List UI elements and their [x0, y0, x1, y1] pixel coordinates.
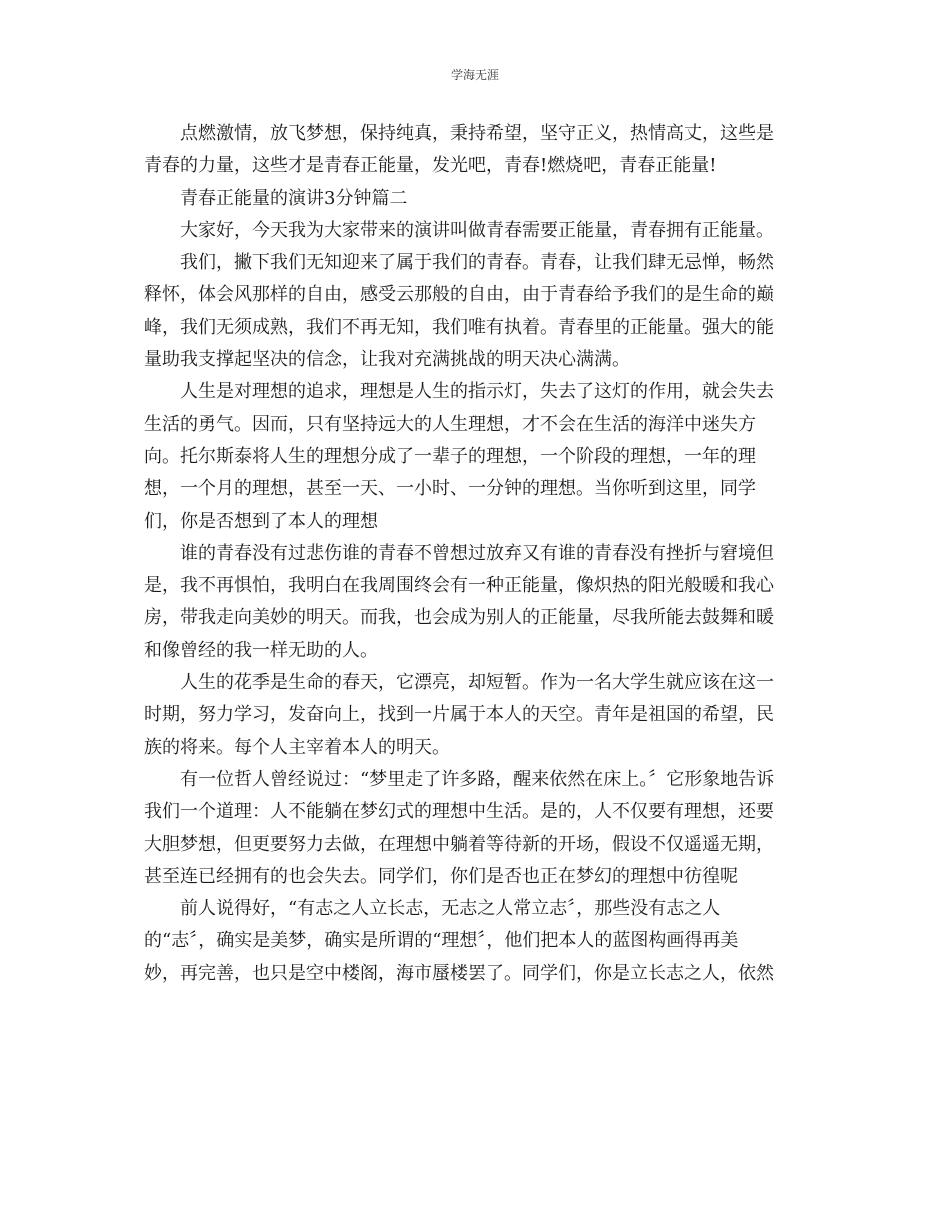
text-line: 量助我支撑起坚决的信念，让我对充满挑战的明天决心满满。: [144, 349, 630, 371]
text-line: 甚至连已经拥有的也会失去。同学们，你们是否也正在梦幻的理想中彷徨呢: [144, 865, 738, 887]
document-body: [144, 118, 809, 990]
text-line: 谁的青春没有过悲伤谁的青春不曾想过放弃又有谁的青春没有挫折与窘境但: [180, 542, 774, 564]
text-line: 想，一个月的理想，甚至一天、一小时、一分钟的理想。当你听到这里，同学: [144, 478, 756, 500]
text-line: 我们一个道理：人不能躺在梦幻式的理想中生活。是的，人不仅要有理想，还要: [144, 801, 774, 823]
text-line: 青春的力量，这些才是青春正能量，发光吧，青春!燃烧吧，青春正能量!: [144, 155, 717, 177]
page-header: 学海无涯: [450, 68, 499, 82]
text-line: 青春正能量的演讲3分钟篇二: [180, 187, 408, 209]
text-line: 房，带我走向美妙的明天。而我，也会成为别人的正能量，尽我所能去鼓舞和暖: [144, 607, 774, 629]
text-line: 释怀，体会风那样的自由，感受云那般的自由，由于青春给予我们的是生命的巅: [144, 284, 774, 306]
text-line: 和像曾经的我一样无助的人。: [144, 639, 378, 661]
text-line: 族的将来。每个人主宰着本人的明天。: [144, 736, 450, 758]
text-line: 我们，撇下我们无知迎来了属于我们的青春。青春，让我们肆无忌惮，畅然: [180, 252, 774, 274]
text-line: 时期，努力学习，发奋向上，找到一片属于本人的天空。青年是祖国的希望，民: [144, 704, 774, 726]
text-line: 大家好，今天我为大家带来的演讲叫做青春需要正能量，青春拥有正能量。: [180, 219, 774, 241]
text-line: 的“志〞，确实是美梦，确实是所谓的“理想〞，他们把本人的蓝图构画得再美: [144, 930, 739, 952]
text-line: 点燃激情，放飞梦想，保持纯真，秉持希望，坚守正义，热情高丈，这些是: [180, 123, 774, 144]
text-line: 有一位哲人曾经说过：“梦里走了许多路，醒来依然在床上。〞它形象地告诉: [180, 768, 775, 790]
text-line: 峰，我们无须成熟，我们不再无知，我们唯有执着。青春里的正能量。强大的能: [144, 316, 774, 338]
text-line: 妙，再完善，也只是空中楼阁，海市蜃楼罢了。同学们，你是立长志之人，依然: [144, 962, 774, 984]
text-line: 向。托尔斯泰将人生的理想分成了一辈子的理想，一个阶段的理想，一年的理: [144, 445, 756, 467]
text-line: 前人说得好，“有志之人立长志，无志之人常立志〞，那些没有志之人: [180, 898, 721, 920]
text-line: 人生是对理想的追求，理想是人生的指示灯，失去了这灯的作用，就会失去: [180, 381, 774, 403]
text-line: 是，我不再惧怕，我明白在我周围终会有一种正能量，像炽热的阳光般暖和我心: [144, 575, 774, 597]
text-line: 生活的勇气。因而，只有坚持远大的人生理想，才不会在生活的海洋中迷失方: [144, 413, 756, 435]
text-line: 人生的花季是生命的春天，它漂亮，却短暂。作为一名大学生就应该在这一: [180, 672, 774, 694]
text-line: 大胆梦想，但更要努力去做，在理想中躺着等待新的开场，假设不仅遥遥无期，: [144, 833, 774, 855]
text-line: 们，你是否想到了本人的理想: [144, 510, 378, 532]
